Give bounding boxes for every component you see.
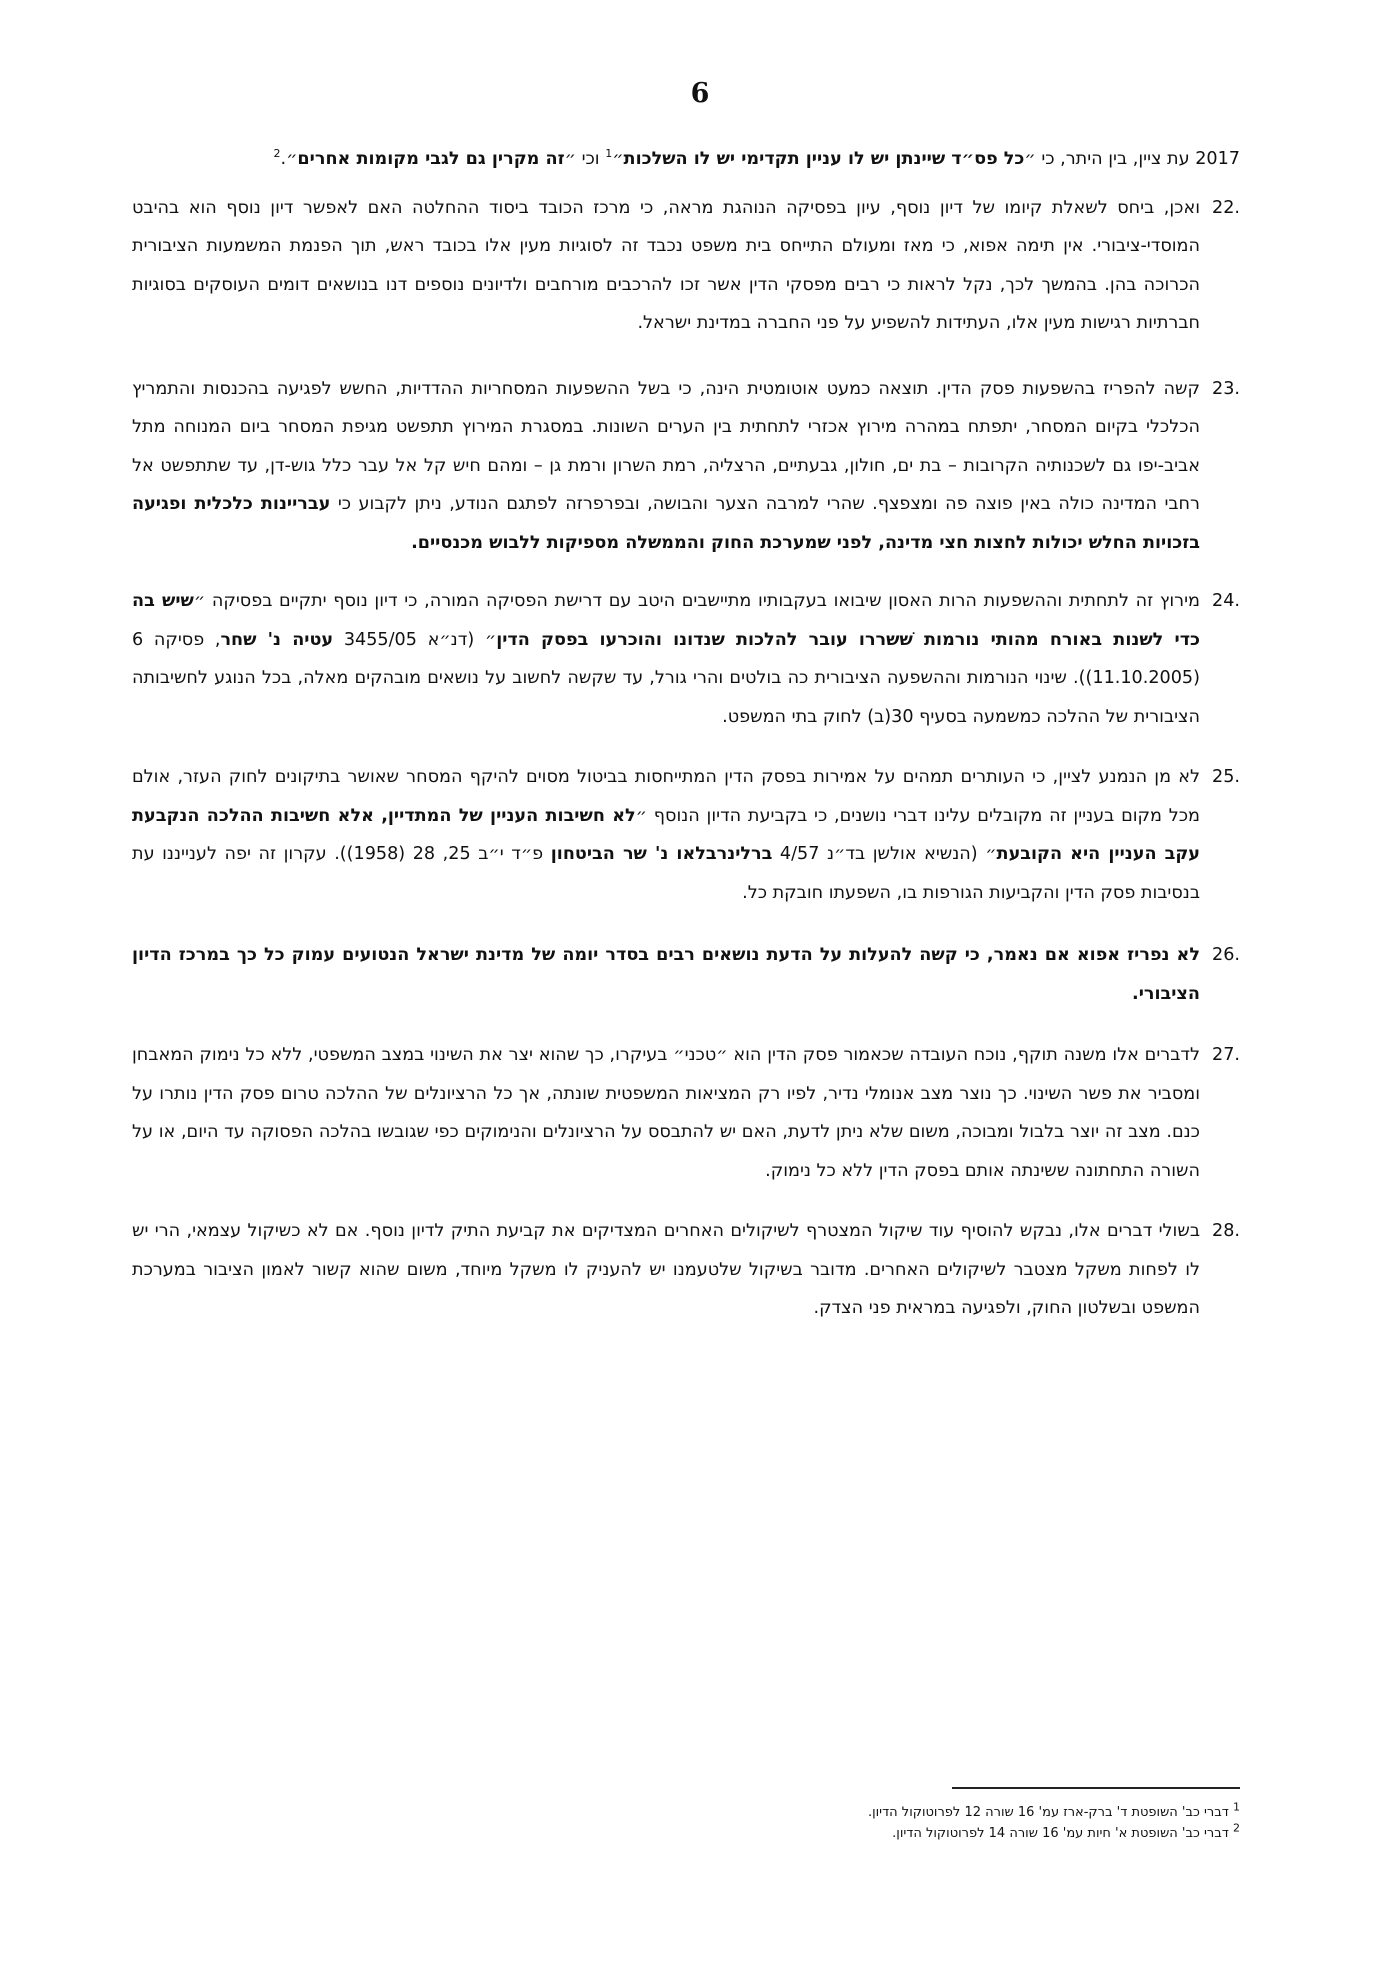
paragraph-text: פ״ד י״ב 25, 28 (1958)). עקרון זה יפה לענייננו עת בנסיבות פסק הדין והקביעות הגורפות בו, השפעתו חובקת כל. — [132, 844, 1200, 903]
paragraph-21-continuation — [132, 140, 1240, 179]
paragraph-22 — [132, 189, 1240, 343]
paragraph-text: לא מן הנמנע לציין, כי העותרים תמהים על אמירות בפסק הדין המתייחסות בביטול מסוים להיקף המסחר שאושר בתיקונים לחוק העזר, אולם מכל מקום בעניין זה מקובלים עלינו דברי נושנים, כי בקביעת הדיון הנוסף ״ — [132, 767, 1200, 826]
footnote-text: דברי כב' השופטת ד' ברק-ארז עמ' 16 שורה 12 לפרוטוקול הדיון. — [867, 1805, 1233, 1820]
p21-text-3: וכי ״ — [564, 149, 606, 169]
p21-text-1: 2017 עת ציין, בין היתר, כי ״ — [1024, 149, 1240, 169]
case-name: ברלינרבלאו נ' שר הביטחון — [550, 844, 773, 864]
p21-text-4: ״. — [280, 149, 298, 169]
paragraph-number: 25. — [1212, 767, 1240, 787]
paragraph-bold-quote: שיש בה כדי לשנות באורח מהותי נורמות שׁשררו עובר להלכות שנדונו והוכרעו בפסק הדין — [132, 591, 1200, 650]
p21-quote-1: כל פס״ד שיינתן יש לו עניין תקדימי יש לו השלכות — [623, 149, 1025, 169]
paragraph-text: , פסיקה 6 (11.10.2005)). שינוי הנורמות וההשפעה הציבורית כה בולטים והרי גורל, עד שקשה לחשוב על נושאים מובהקים מאלה, בכל הנוגע לחשיבותה הציבורית של ההלכה כמשמעה בסעיף 30(ב) לחוק בתי המשפט. — [132, 629, 1200, 727]
paragraph-bold-quote: לא חשיבות העניין של המתדיין, אלא חשיבות ההלכה הנקבעת עקב העניין היא הקובעת — [132, 805, 1201, 864]
paragraph-number: 26. — [1212, 945, 1240, 965]
paragraph-number: 28. — [1212, 1221, 1240, 1241]
paragraph-23 — [132, 370, 1240, 563]
paragraph-number: 23. — [1212, 378, 1240, 399]
case-name: עטיה נ' שחר — [220, 629, 334, 650]
footnotes — [640, 1802, 1240, 1844]
footnote-1 — [640, 1802, 1240, 1823]
p21-quote-2: זה מקרין גם לגבי מקומות אחרים — [297, 149, 565, 169]
paragraph-26 — [132, 936, 1240, 1013]
paragraph-27 — [132, 1036, 1240, 1190]
paragraph-text: קשה להפריז בהשפעות פסק הדין. תוצאה כמעט אוטומטית הינה, כי בשל ההשפעות המסחריות ההדדיות, החשש לפגיעה בהכנסות והתמריץ הכלכלי בקיום המסחר, יתפתח במהרה מירוץ אכזרי לתחתית בין הערים השונות. במסגרת המירוץ תתפשט מגיפת המסחר ביום המנוחה מתל אביב-יפו גם לשכנותיה הקרובות – בת ים, חולון, גבעתיים, הרצליה, רמת השרון ורמת גן – ומהם חיש קל אל עבר כלל גוש-דן, עד שתתפשט אל רחבי המדינה כולה באין פוצה פה ומצפצף. שהרי למרבה הצער והבושה, ובפרפרזה לפתגם הנודע, ניתן לקבוע כי — [132, 378, 1200, 514]
footnote-mark: 2 — [1233, 1821, 1240, 1835]
paragraph-number: 27. — [1212, 1045, 1240, 1065]
p21-text-2: ״ — [612, 149, 624, 169]
footnote-text: דברי כב' השופטת א' חיות עמ' 16 שורה 14 לפרוטוקול הדיון. — [892, 1826, 1233, 1841]
footnote-ref-2[interactable]: 2 — [273, 147, 281, 161]
footnote-separator — [952, 1787, 1240, 1789]
paragraph-number: 24. — [1212, 591, 1240, 611]
document-body — [132, 140, 1240, 1328]
paragraph-text: ״ (דנ״א 3455/05 — [333, 629, 497, 650]
paragraph-28 — [132, 1212, 1240, 1328]
paragraph-text: מירוץ זה לתחתית וההשפעות הרות האסון שיבואו בעקבותיו מתיישבים היטב עם דרישת הפסיקה המורה, כי דיון נוסף יתקיים בפסיקה ״ — [193, 591, 1200, 611]
paragraph-text: ואכן, ביחס לשאלת קיומו של דיון נוסף, עיון בפסיקה הנוהגת מראה, כי מרכז הכובד ביסוד ההחלטה האם לאפשר דיון נוסף הוא בהיבט המוסדי-ציבורי. אין תימה אפוא, כי מאז ומעולם התייחס בית משפט נכבד זה לסוגיות מעין אלו בכובד ראש, תוך הפנמת המשמעות הציבורית הכרוכה בהן. בהמשך לכך, נקל לראות כי רבים מפסקי הדין אשר זכו להרכבים מורחבים ולדיונים נוספים דנו בנושאים דומים העוסקים בסוגיות חברתיות רגישות מעין אלו, העתידות להשפיע על פני החברה במדינת ישראל. — [132, 197, 1200, 333]
paragraph-text: בשולי דברים אלו, נבקש להוסיף עוד שיקול המצטרף לשיקולים האחרים המצדיקים את קביעת התיק לדיון נוסף. אם לא כשיקול עצמאי, הרי יש לו לפחות משקל מצטבר לשיקולים האחרים. מדובר בשיקול שלטעמנו יש להעניק לו משקל מיוחד, משום שהוא קשור לאמון הציבור במערכת המשפט ובשלטון החוק, ולפגיעה במראית פני הצדק. — [132, 1221, 1200, 1318]
paragraph-25 — [132, 758, 1240, 912]
footnote-mark: 1 — [1233, 1800, 1240, 1814]
paragraph-bold-text: לא נפריז אפוא אם נאמר, כי קשה להעלות על הדעת נושאים רבים בסדר יומה של מדינת ישראל הנטועים עמוק כל כך במרכז הדיון הציבורי. — [132, 945, 1200, 1004]
paragraph-text: לדברים אלו משנה תוקף, נוכח העובדה שכאמור פסק הדין הוא ״טכני״ בעיקרו, כך שהוא יצר את השינוי במצב המשפטי, ללא כל נימוק המאבחן ומסביר את פשר השינוי. כך נוצר מצב אנומלי נדיר, לפיו רק המציאות המשפטית שונתה, אך כל הרציונלים של ההלכה טרום פסק הדין נותרו על כנם. מצב זה יוצר בלבול ומבוכה, משום שלא ניתן לדעת, האם יש להתבסס על הרציונלים והנימוקים כפי שגובשו בהלכה הפסוקה עד היום, או על השורה התחתונה ששינתה אותם בפסק הדין ללא כל נימוק. — [132, 1045, 1200, 1181]
paragraph-number: 22. — [1212, 197, 1240, 218]
paragraph-bold-text: עבריינות כלכלית ופגיעה בזכויות החלש יכולות לחצות חצי מדינה, לפני שמערכת החוק והממשלה מספיקות ללבוש מכנסיים. — [132, 494, 1200, 553]
paragraph-24 — [132, 582, 1240, 736]
footnote-2 — [640, 1823, 1240, 1844]
footnote-ref-1[interactable]: 1 — [605, 147, 613, 161]
page-number: 6 — [690, 78, 710, 109]
paragraph-text: ״ (הנשיא אולשן בד״נ 4/57 — [772, 844, 997, 864]
